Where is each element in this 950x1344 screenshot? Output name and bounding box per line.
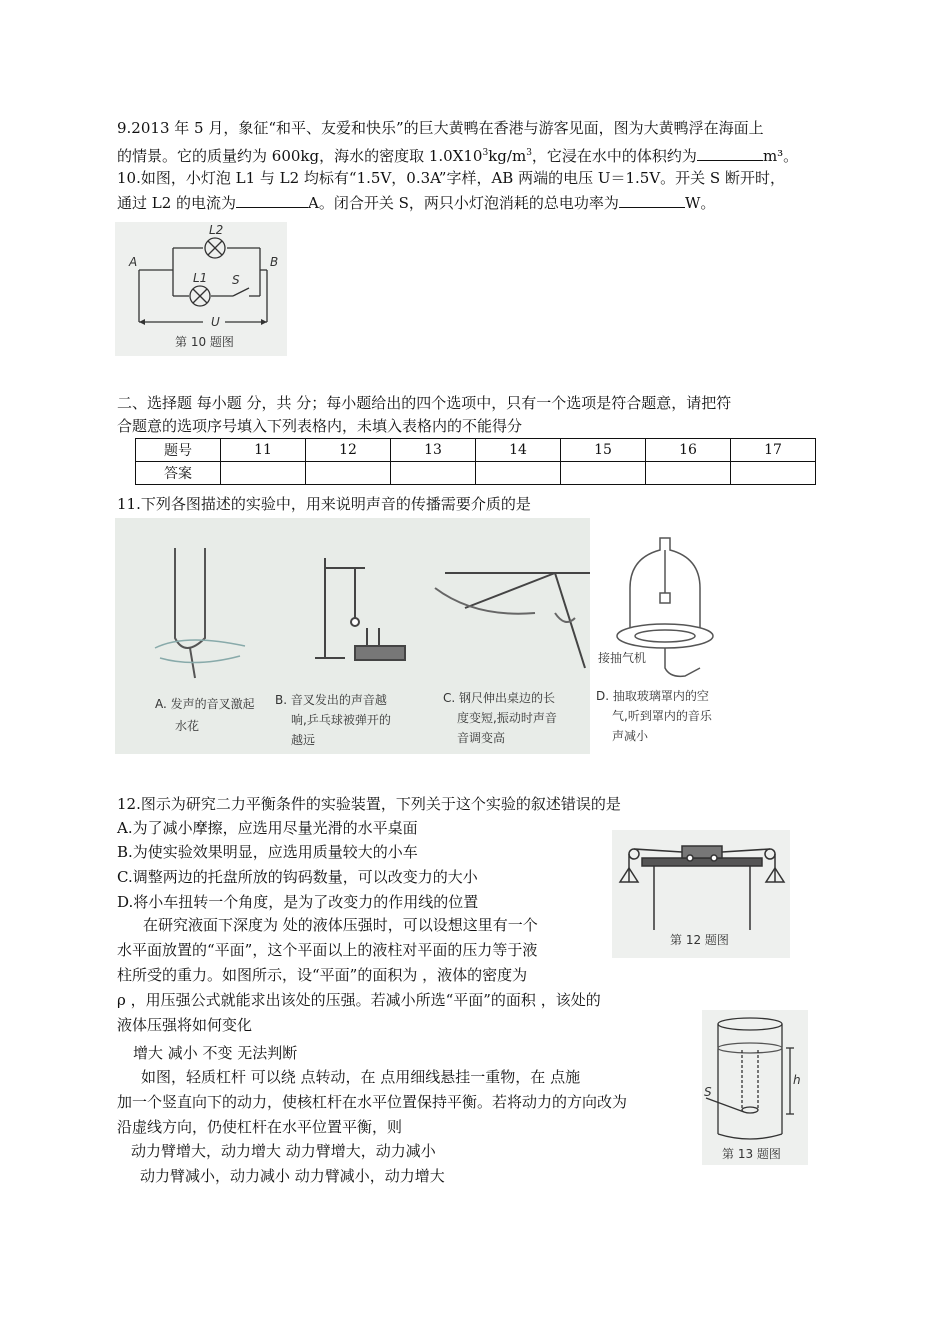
q11-option-d-line-1: D. 抽取玻璃罩内的空 — [596, 689, 709, 703]
q12-option-d: D.将小车扭转一个角度，是为了改变力的作用线的位置 — [117, 893, 479, 911]
q9-line-1: 9.2013 年 5 月，象征“和平、友爱和快乐”的巨大黄鸭在香港与游客见面，图为大黄鸭浮在海面上 — [117, 119, 764, 137]
q13-line-4: ρ ，用压强公式就能求出该处的压强。若减小所选“平面”的面积 ，该处的 — [117, 991, 601, 1009]
q14-line-2: 加一个竖直向下的动力，使核杠杆在水平位置保持平衡。若将动力的方向改为 — [117, 1093, 628, 1111]
q11-option-d-line-3: 声减小 — [612, 729, 649, 743]
q9-text-a: 的情景。它的质量约为 600kg，海水的密度取 1.0X10 — [117, 147, 483, 165]
answer-table-answer-label: 答案 — [136, 462, 221, 485]
figure-11-bell-jar — [590, 518, 730, 754]
answer-table-number: 15 — [561, 439, 646, 462]
fig13-caption: 第 13 题图 — [722, 1147, 781, 1161]
answer-cell-16[interactable] — [646, 462, 731, 485]
q14-line-3: 沿虚线方向，仍使杠杆在水平位置平衡，则 — [117, 1118, 403, 1136]
q10-blank-current[interactable] — [236, 193, 308, 208]
fig10-label-u: U — [211, 315, 220, 329]
answer-table-number: 17 — [731, 439, 816, 462]
figure-13-liquid-column — [702, 1010, 808, 1165]
answer-cell-14[interactable] — [476, 462, 561, 485]
q14-options-2: 动力臂减小，动力减小 动力臂减小，动力增大 — [140, 1167, 445, 1185]
answer-table-number: 14 — [476, 439, 561, 462]
fig10-label-a: A — [129, 255, 138, 269]
q9-answer-blank[interactable] — [697, 146, 763, 161]
q13-line-1: 在研究液面下深度为 处的液体压强时，可以设想这里有一个 — [143, 916, 538, 934]
ruler-on-table-illustration — [435, 573, 595, 668]
q14-line-1: 如图，轻质杠杆 可以绕 点转动，在 点用细线悬挂一重物，在 点施 — [141, 1068, 581, 1086]
ping-pong-ball-stand-illustration — [315, 558, 405, 660]
q13-line-5: 液体压强将如何变化 — [117, 1016, 253, 1034]
q9-text-b: kg/m — [488, 147, 527, 165]
q12-option-c: C.调整两边的托盘所放的钩码数量，可以改变力的大小 — [117, 868, 478, 886]
q11-text: 11.下列各图描述的实验中，用来说明声音的传播需要介质的是 — [117, 495, 531, 513]
q9-text-c: ，它浸在水中的体积约为 — [531, 147, 697, 165]
q11-option-c-line-1: C. 钢尺伸出桌边的长 — [443, 691, 556, 705]
q13-options: 增大 减小 不变 无法判断 — [133, 1044, 298, 1062]
fig10-label-l1: L1 — [193, 271, 208, 285]
q11-option-c-line-3: 音调变高 — [457, 731, 506, 745]
answer-cell-11[interactable] — [221, 462, 306, 485]
answer-cell-12[interactable] — [306, 462, 391, 485]
answer-cell-15[interactable] — [561, 462, 646, 485]
q11-option-b-line-2: 响,乒乓球被弹开的 — [291, 713, 391, 727]
fig10-label-b: B — [270, 255, 279, 269]
q11-option-d-line-2: 气,听到罩内的音乐 — [612, 709, 712, 723]
fig12-caption: 第 12 题图 — [670, 933, 729, 947]
cart-on-table-illustration — [620, 846, 784, 930]
answer-table-number: 11 — [221, 439, 306, 462]
fig10-caption: 第 10 题图 — [175, 335, 234, 349]
tuning-fork-water-illustration — [155, 548, 245, 678]
fig10-label-s: S — [232, 273, 240, 287]
fig13-label-h: h — [793, 1073, 801, 1087]
q10-text-c: W。 — [684, 194, 716, 212]
q12-option-b: B.为使实验效果明显，应选用质量较大的小车 — [117, 843, 418, 861]
answer-table — [135, 438, 816, 485]
section2-line-2: 合题意的选项序号填入下列表格内，未填入表格内的不能得分 — [117, 417, 523, 435]
figure-10-circuit — [115, 222, 287, 356]
figure-12-balance-apparatus — [612, 830, 790, 958]
answer-table-header-label: 题号 — [136, 439, 221, 462]
q11-option-a-line-2: 水花 — [175, 719, 200, 733]
q11-option-a-line-1: A. 发声的音叉激起 — [155, 697, 255, 711]
answer-cell-17[interactable] — [731, 462, 816, 485]
answer-table-number: 13 — [391, 439, 476, 462]
q11-option-c-line-2: 度变短,振动时声音 — [457, 711, 557, 725]
answer-table-number: 16 — [646, 439, 731, 462]
answer-table-number: 12 — [306, 439, 391, 462]
q12-option-a: A.为了减小摩擦，应选用尽量光滑的水平桌面 — [117, 819, 418, 837]
q11-option-b-line-3: 越远 — [291, 733, 316, 747]
q13-line-2: 水平面放置的“平面”，这个平面以上的液柱对平面的压力等于液 — [117, 941, 538, 959]
q10-text-b: A。闭合开关 S，两只小灯泡消耗的总电功率为 — [308, 194, 619, 212]
answer-table-header-row — [136, 439, 816, 462]
cylinder-illustration — [706, 1018, 794, 1139]
q11-option-b-line-1: B. 音叉发出的声音越 — [275, 693, 387, 707]
q9-exponent-2: 3 — [526, 148, 532, 158]
q10-line-2 — [117, 192, 715, 214]
q9-exponent: 3 — [482, 148, 489, 158]
pump-label: 接抽气机 — [598, 651, 647, 665]
figure-11-experiments — [115, 518, 615, 754]
q12-text: 12.图示为研究二力平衡条件的实验装置，下列关于这个实验的叙述错误的是 — [117, 795, 621, 813]
q10-blank-power[interactable] — [619, 193, 685, 208]
q9-text-d: m³。 — [762, 147, 799, 165]
q13-line-3: 柱所受的重力。如图所示，设“平面”的面积为 ，液体的密度为 — [117, 966, 528, 984]
q10-text-a: 通过 L2 的电流为 — [117, 194, 237, 212]
q10-line-1: 10.如图，小灯泡 L1 与 L2 均标有“1.5V，0.3A”字样，AB 两端的电压 U＝1.5V。开关 S 断开时， — [117, 169, 785, 187]
answer-cell-13[interactable] — [391, 462, 476, 485]
q14-options-1: 动力臂增大，动力增大 动力臂增大，动力减小 — [131, 1142, 436, 1160]
q9-line-2 — [117, 142, 798, 167]
fig13-label-s: S — [704, 1085, 712, 1099]
section2-line-1: 二、选择题 每小题 分，共 分；每小题给出的四个选项中，只有一个选项是符合题意，请把符 — [117, 394, 732, 412]
answer-table-answer-row — [136, 462, 816, 485]
fig10-label-l2: L2 — [209, 223, 224, 237]
